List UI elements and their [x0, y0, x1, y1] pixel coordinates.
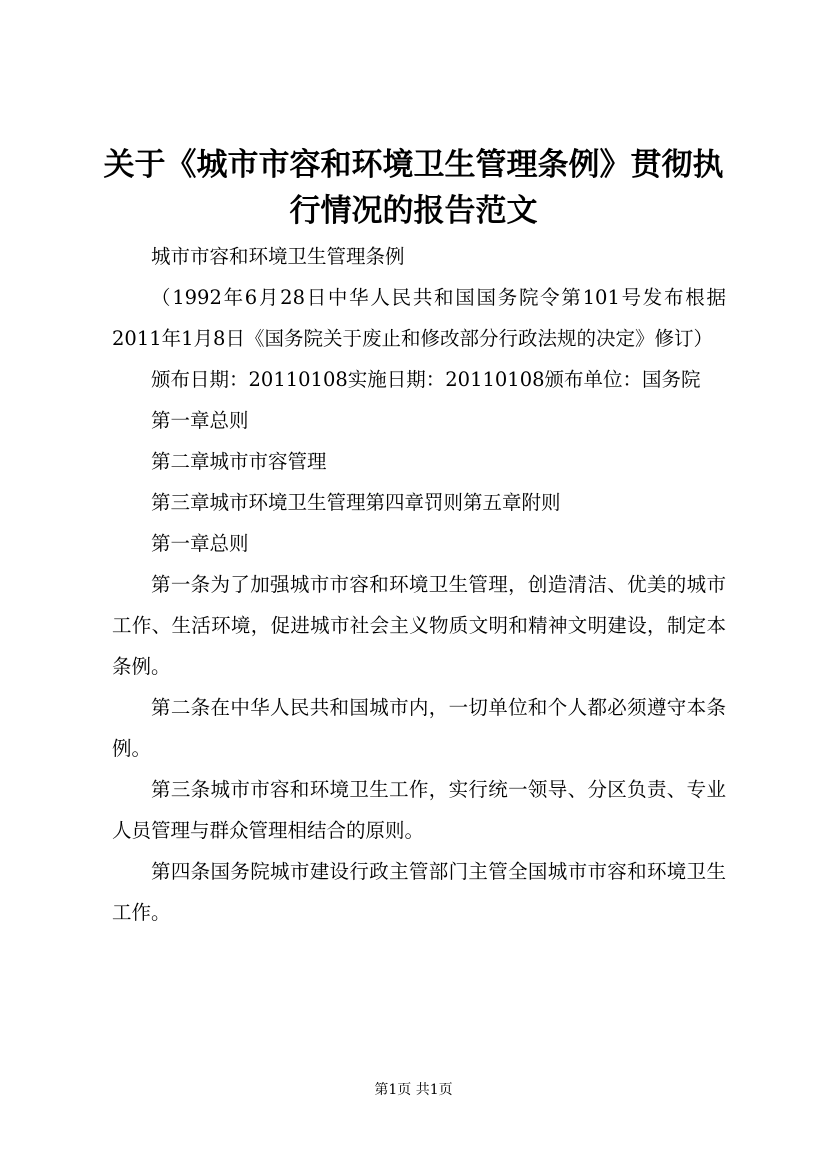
paragraph-dates: 颁布日期：20110108实施日期：20110108颁布单位：国务院 [151, 368, 701, 391]
paragraph-regulation-name: 城市市容和环境卫生管理条例 [151, 245, 405, 268]
paragraph-chapter-1-heading: 第一章总则 [151, 532, 249, 555]
paragraph-article-1: 第一条为了加强城市市容和环境卫生管理，创造清洁、优美的城市工作、生活环境，促进城市社会主义物质文明和精神文明建设，制定本条例。 [112, 573, 726, 678]
paragraph-article-3: 第三条城市市容和环境卫生工作，实行统一领导、分区负责、专业人员管理与群众管理相结合的原则。 [112, 778, 726, 842]
document-title: 关于《城市市容和环境卫生管理条例》贯彻执行情况的报告范文 [103, 147, 724, 229]
page-footer: 第1页 共1页 [374, 1082, 453, 1098]
paragraph-chapter-1-toc: 第一章总则 [151, 409, 249, 432]
paragraph-chapter-3-5-toc: 第三章城市环境卫生管理第四章罚则第五章附则 [151, 491, 561, 514]
paragraph-chapter-2-toc: 第二章城市市容管理 [151, 450, 327, 473]
paragraph-article-4: 第四条国务院城市建设行政主管部门主管全国城市市容和环境卫生工作。 [112, 860, 726, 924]
document-body [112, 236, 726, 933]
paragraph-article-2: 第二条在中华人民共和国城市内，一切单位和个人都必须遵守本条例。 [112, 696, 726, 760]
paragraph-promulgation-note: （1992年6月28日中华人民共和国国务院令第101号发布根据2011年1月8日《国务院关于废止和修改部分行政法规的决定》修订） [112, 286, 726, 350]
